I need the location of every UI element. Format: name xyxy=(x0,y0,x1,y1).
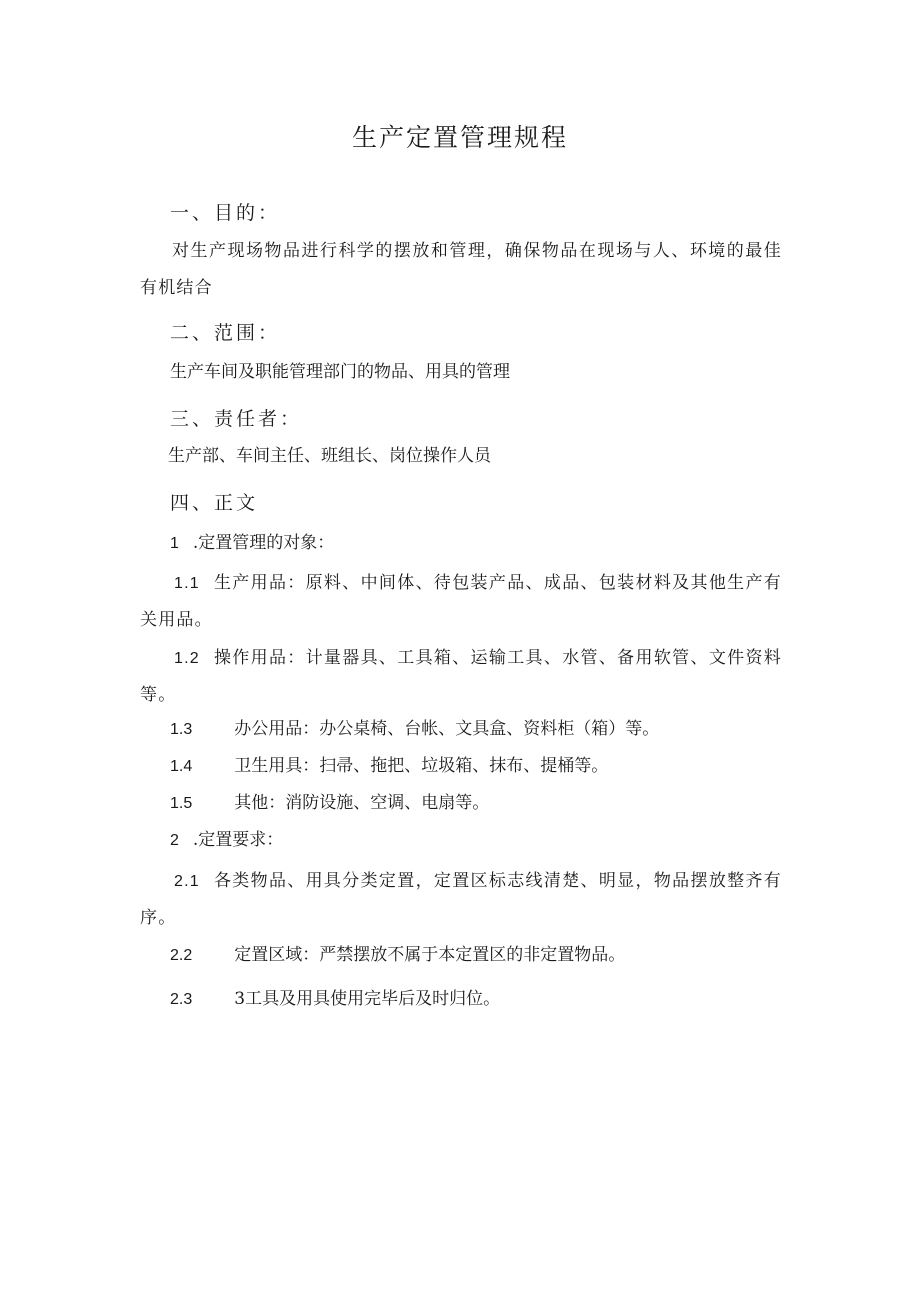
item-2-3-number: 2.3 xyxy=(170,991,193,1008)
item-1-5-number: 1.5 xyxy=(170,795,193,812)
item-1-5 xyxy=(170,790,489,817)
item-1-3-number: 1.3 xyxy=(170,721,193,738)
section-purpose-heading: 一、目的： xyxy=(170,202,281,224)
item-1-3-text: 办公用品：办公桌椅、台帐、文具盒、资料柜（箱）等。 xyxy=(234,719,660,739)
section-scope-heading: 二、范围： xyxy=(170,322,281,344)
section-scope-body: 生产车间及职能管理部门的物品、用具的管理 xyxy=(170,362,510,382)
section-responsible-heading: 三、责任者： xyxy=(170,408,303,430)
item-2-1 xyxy=(140,863,782,937)
part1-number: 1 xyxy=(170,535,179,552)
item-2-3 xyxy=(170,986,500,1013)
item-2-2-number: 2.2 xyxy=(170,947,193,964)
part1-heading xyxy=(170,530,334,557)
item-2-3-text: 3工具及用具使用完毕后及时归位。 xyxy=(234,989,501,1009)
part2-number: 2 xyxy=(170,832,179,849)
item-1-2 xyxy=(140,640,782,714)
part2-title: .定置要求： xyxy=(192,830,284,850)
part2-heading xyxy=(170,827,283,854)
document-title: 生产定置管理规程 xyxy=(351,123,568,152)
item-1-1-text: 生产用品：原料、中间体、待包装产品、成品、包装材料及其他生产有关用品。 xyxy=(140,573,782,630)
item-1-3 xyxy=(170,716,659,743)
item-1-4 xyxy=(170,753,608,780)
section-responsible-body: 生产部、车间主任、班组长、岗位操作人员 xyxy=(168,446,491,466)
item-2-1-text: 各类物品、用具分类定置，定置区标志线清楚、明显，物品摆放整齐有序。 xyxy=(140,871,782,928)
item-1-2-number: 1.2 xyxy=(174,650,200,667)
item-1-4-number: 1.4 xyxy=(170,758,193,775)
item-1-1 xyxy=(140,565,782,639)
part1-title: .定置管理的对象： xyxy=(192,533,335,553)
item-1-2-text: 操作用品：计量器具、工具箱、运输工具、水管、备用软管、文件资料等。 xyxy=(140,648,782,705)
item-1-5-text: 其他：消防设施、空调、电扇等。 xyxy=(234,793,490,813)
section-purpose-body: 对生产现场物品进行科学的摆放和管理，确保物品在现场与人、环境的最佳有机结合 xyxy=(140,241,782,298)
item-2-2-text: 定置区域：严禁摆放不属于本定置区的非定置物品。 xyxy=(234,945,626,965)
item-1-4-text: 卫生用具：扫帚、拖把、垃圾箱、抹布、提桶等。 xyxy=(234,756,609,776)
section-main-heading: 四、正文 xyxy=(170,492,259,514)
item-2-1-number: 2.1 xyxy=(174,873,200,890)
item-2-2 xyxy=(170,942,625,969)
item-1-1-number: 1.1 xyxy=(174,575,200,592)
